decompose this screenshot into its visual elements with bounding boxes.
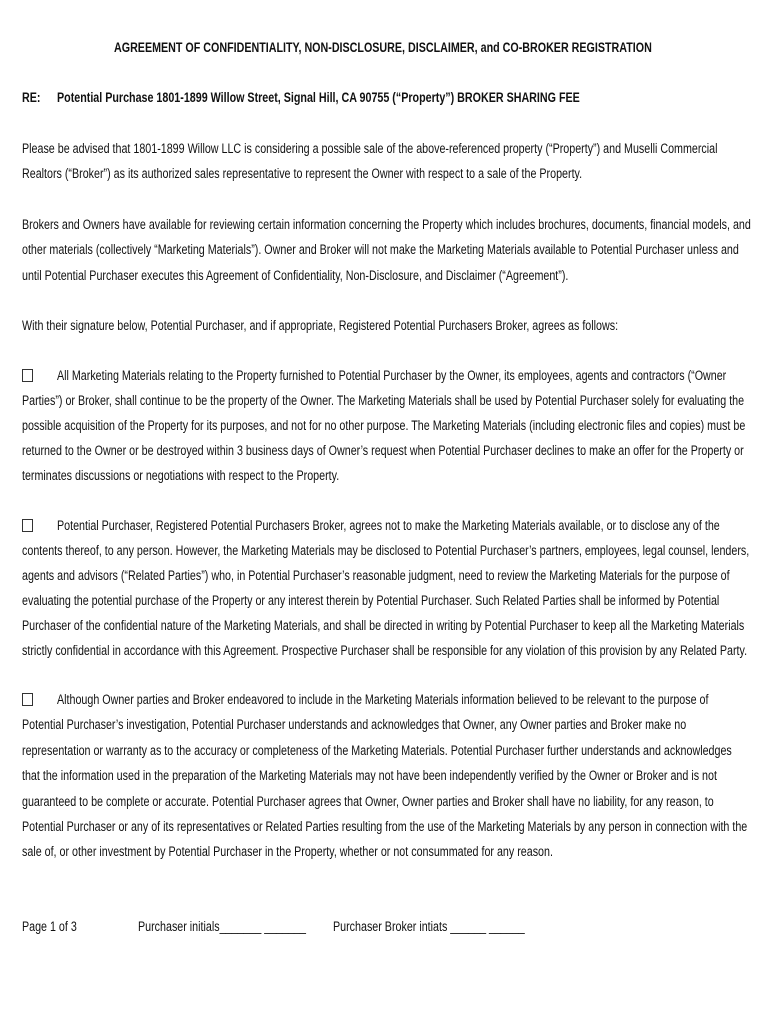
broker-initials-field[interactable]: Purchaser Broker intiats ______ ______ — [333, 919, 525, 934]
item-line: Purchaser of the confidential nature of the Marketing Materials, and shall be directed in writing by Potential Purchaser to keep all the Marketing Materials — [22, 618, 745, 633]
item-line: returned to the Owner or be destroyed within 3 business days of Owner’s request when Potential Purchaser declines to make an offer for the Property or — [22, 443, 744, 458]
re-subject: Potential Purchase 1801-1899 Willow Street, Signal Hill, CA 90755 (“Property”) BROKER SHARING FEE — [57, 90, 580, 105]
item-line: Potential Purchaser’s investigation, Potential Purchaser understands and acknowledges that Owner, any Owner parties and Broker make no — [22, 717, 687, 732]
paragraph-line: until Potential Purchaser executes this Agreement of Confidentiality, Non-Disclosure, and Disclaimer (“Agreement”). — [22, 268, 569, 283]
document-title: AGREEMENT OF CONFIDENTIALITY, NON-DISCLOSURE, DISCLAIMER, and CO-BROKER REGISTRATION — [114, 40, 652, 55]
item-line: All Marketing Materials relating to the Property furnished to Potential Purchaser by the Owner, its employees, agents and contractors (“Owner — [57, 368, 727, 383]
item-line: that the information used in the preparation of the Marketing Materials may not have been independently verified by the Owner or Broker and is not — [22, 768, 717, 783]
page-number: Page 1 of 3 — [22, 919, 77, 934]
paragraph-line: With their signature below, Potential Purchaser, and if appropriate, Registered Potential Purchasers Broker, agrees as follows: — [22, 318, 619, 333]
paragraph-line: Brokers and Owners have available for reviewing certain information concerning the Property which includes brochures, documents, financial models, and — [22, 217, 751, 232]
paragraph-line: other materials (collectively “Marketing Materials”). Owner and Broker will not make the Marketing Materials available to Potential Purchaser unless and — [22, 242, 739, 257]
purchaser-initials-field[interactable]: Purchaser initials_______ _______ — [138, 919, 306, 934]
bullet-box-icon — [22, 519, 33, 532]
paragraph-line: Realtors (“Broker”) as its authorized sales representative to represent the Owner with respect to a sale of the Property. — [22, 166, 583, 181]
item-line: Potential Purchaser or any of its representatives or Related Parties resulting from the use of the Marketing Materials by any person in connection with the — [22, 819, 748, 834]
item-line: Parties”) or Broker, shall continue to be the property of the Owner. The Marketing Materials shall be used by Potential Purchaser solely for evaluating the — [22, 393, 745, 408]
paragraph-line: Please be advised that 1801-1899 Willow LLC is considering a possible sale of the above-referenced property (“Property”) and Muselli Commercial — [22, 141, 718, 156]
item-line: evaluating the potential purchase of the Property or any interest therein by Potential Purchaser. Such Related Parties shall be informed by Potential — [22, 593, 720, 608]
item-line: strictly confidential in accordance with this Agreement. Prospective Purchaser shall be responsible for any violation of this provision by any Related Party. — [22, 643, 748, 658]
re-label: RE: — [22, 90, 41, 105]
item-line: terminates discussions or negotiations with respect to the Property. — [22, 468, 340, 483]
item-line: representation or warranty as to the accuracy or completeness of the Marketing Materials. Potential Purchaser further understands and acknowledges — [22, 743, 732, 758]
item-line: guaranteed to be complete or accurate. Potential Purchaser agrees that Owner, Owner parties and Broker shall have no liability, for any reason, to — [22, 794, 714, 809]
item-line: sale of, or other investment by Potential Purchaser in the Property, whether or not consummated for any reason. — [22, 844, 553, 859]
item-line: agents and advisors (“Related Parties”) who, in Potential Purchaser’s reasonable judgment, need to review the Marketing Materials for the purpose of — [22, 568, 730, 583]
item-line: contents thereof, to any person. However, the Marketing Materials may be disclosed to Potential Purchaser’s partners, employees, legal counsel, lenders, — [22, 543, 750, 558]
bullet-box-icon — [22, 693, 33, 706]
bullet-box-icon — [22, 369, 33, 382]
item-line: Although Owner parties and Broker endeavored to include in the Marketing Materials information believed to be relevant to the purpose of — [57, 692, 709, 707]
item-line: Potential Purchaser, Registered Potential Purchasers Broker, agrees not to make the Marketing Materials available, or to disclose any of the — [57, 518, 720, 533]
item-line: possible acquisition of the Property for its purposes, and not for no other purpose. The Marketing Materials (including electronic files and copies) must be — [22, 418, 746, 433]
